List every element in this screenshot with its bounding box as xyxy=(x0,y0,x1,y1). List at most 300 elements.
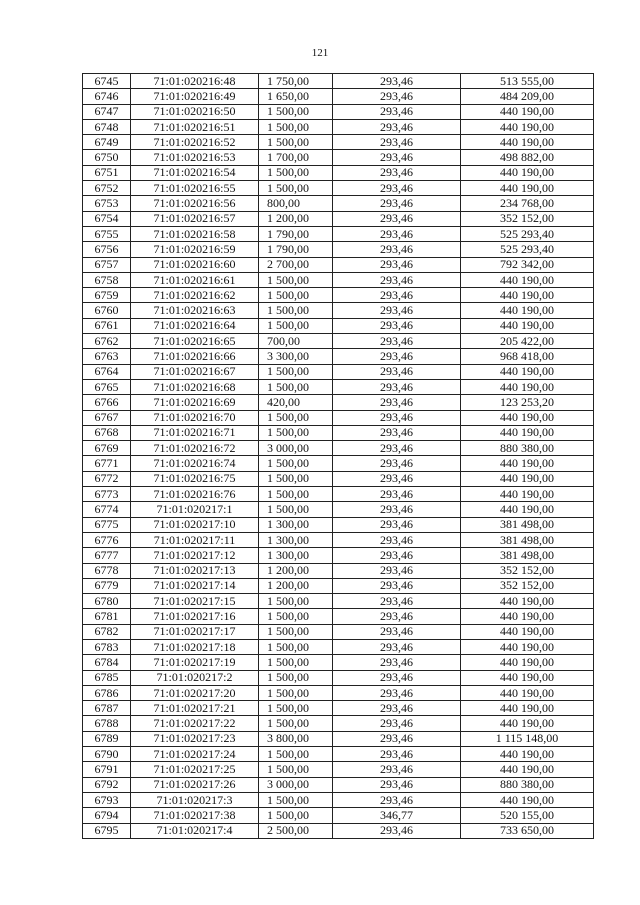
cell-cadastral-number: 71:01:020216:69 xyxy=(131,395,259,410)
cell-row-number: 6790 xyxy=(83,747,131,762)
cell-cadastral-value: 352 152,00 xyxy=(461,563,594,578)
cell-cadastral-number: 71:01:020216:75 xyxy=(131,471,259,486)
cell-row-number: 6781 xyxy=(83,609,131,624)
cell-specific-value: 293,46 xyxy=(333,747,461,762)
cell-row-number: 6769 xyxy=(83,441,131,456)
cell-row-number: 6780 xyxy=(83,594,131,609)
cell-cadastral-value: 440 190,00 xyxy=(461,119,594,134)
cell-cadastral-value: 440 190,00 xyxy=(461,471,594,486)
cell-area: 1 500,00 xyxy=(259,318,333,333)
cell-area: 1 500,00 xyxy=(259,747,333,762)
cell-cadastral-number: 71:01:020216:50 xyxy=(131,104,259,119)
cell-cadastral-number: 71:01:020217:14 xyxy=(131,578,259,593)
cell-row-number: 6772 xyxy=(83,471,131,486)
cell-cadastral-value: 968 418,00 xyxy=(461,349,594,364)
cell-cadastral-value: 440 190,00 xyxy=(461,655,594,670)
cell-row-number: 6751 xyxy=(83,165,131,180)
cell-cadastral-number: 71:01:020217:25 xyxy=(131,762,259,777)
table-row xyxy=(83,242,594,257)
cell-cadastral-value: 440 190,00 xyxy=(461,609,594,624)
cell-cadastral-value: 792 342,00 xyxy=(461,257,594,272)
cell-row-number: 6756 xyxy=(83,242,131,257)
cell-specific-value: 293,46 xyxy=(333,563,461,578)
table-row xyxy=(83,334,594,349)
cell-specific-value: 293,46 xyxy=(333,685,461,700)
cell-specific-value: 293,46 xyxy=(333,318,461,333)
cell-cadastral-value: 880 380,00 xyxy=(461,777,594,792)
table-row xyxy=(83,716,594,731)
cell-cadastral-value: 440 190,00 xyxy=(461,104,594,119)
cell-specific-value: 293,46 xyxy=(333,639,461,654)
cell-area: 1 500,00 xyxy=(259,762,333,777)
table-row xyxy=(83,471,594,486)
cell-cadastral-value: 520 155,00 xyxy=(461,808,594,823)
table-row xyxy=(83,196,594,211)
cell-area: 1 200,00 xyxy=(259,578,333,593)
cell-area: 1 500,00 xyxy=(259,487,333,502)
cell-cadastral-value: 440 190,00 xyxy=(461,425,594,440)
cell-specific-value: 293,46 xyxy=(333,181,461,196)
cell-cadastral-number: 71:01:020217:24 xyxy=(131,747,259,762)
cell-specific-value: 293,46 xyxy=(333,395,461,410)
cell-row-number: 6774 xyxy=(83,502,131,517)
cell-specific-value: 293,46 xyxy=(333,609,461,624)
cell-specific-value: 293,46 xyxy=(333,425,461,440)
cell-cadastral-number: 71:01:020217:19 xyxy=(131,655,259,670)
cell-row-number: 6761 xyxy=(83,318,131,333)
cell-cadastral-value: 440 190,00 xyxy=(461,624,594,639)
table-row xyxy=(83,655,594,670)
cell-cadastral-number: 71:01:020217:17 xyxy=(131,624,259,639)
table-row xyxy=(83,670,594,685)
cell-cadastral-value: 123 253,20 xyxy=(461,395,594,410)
cell-row-number: 6746 xyxy=(83,89,131,104)
table-row xyxy=(83,89,594,104)
table-row xyxy=(83,639,594,654)
cell-cadastral-number: 71:01:020216:66 xyxy=(131,349,259,364)
cell-cadastral-number: 71:01:020217:2 xyxy=(131,670,259,685)
cell-cadastral-value: 381 498,00 xyxy=(461,532,594,547)
table-row xyxy=(83,731,594,746)
cell-cadastral-number: 71:01:020216:60 xyxy=(131,257,259,272)
table-row xyxy=(83,487,594,502)
cell-row-number: 6747 xyxy=(83,104,131,119)
cell-cadastral-value: 440 190,00 xyxy=(461,502,594,517)
cell-row-number: 6779 xyxy=(83,578,131,593)
cell-specific-value: 293,46 xyxy=(333,502,461,517)
cell-area: 1 500,00 xyxy=(259,135,333,150)
cell-row-number: 6757 xyxy=(83,257,131,272)
cell-specific-value: 293,46 xyxy=(333,777,461,792)
cell-area: 1 500,00 xyxy=(259,119,333,134)
cell-area: 700,00 xyxy=(259,334,333,349)
cell-cadastral-value: 440 190,00 xyxy=(461,487,594,502)
cell-area: 800,00 xyxy=(259,196,333,211)
cell-cadastral-number: 71:01:020216:74 xyxy=(131,456,259,471)
cell-area: 1 500,00 xyxy=(259,624,333,639)
cell-row-number: 6762 xyxy=(83,334,131,349)
cell-area: 1 500,00 xyxy=(259,471,333,486)
cell-cadastral-number: 71:01:020217:21 xyxy=(131,701,259,716)
cell-row-number: 6783 xyxy=(83,639,131,654)
table-row xyxy=(83,701,594,716)
table-row xyxy=(83,808,594,823)
cell-specific-value: 293,46 xyxy=(333,517,461,532)
table-row xyxy=(83,777,594,792)
table-row xyxy=(83,303,594,318)
cell-specific-value: 293,46 xyxy=(333,89,461,104)
cell-row-number: 6786 xyxy=(83,685,131,700)
cell-specific-value: 293,46 xyxy=(333,441,461,456)
cell-cadastral-value: 440 190,00 xyxy=(461,135,594,150)
cell-area: 1 500,00 xyxy=(259,104,333,119)
cell-cadastral-value: 440 190,00 xyxy=(461,716,594,731)
cell-cadastral-value: 381 498,00 xyxy=(461,517,594,532)
cell-row-number: 6755 xyxy=(83,226,131,241)
cell-cadastral-number: 71:01:020216:52 xyxy=(131,135,259,150)
cell-area: 1 500,00 xyxy=(259,165,333,180)
cell-row-number: 6777 xyxy=(83,548,131,563)
cell-row-number: 6788 xyxy=(83,716,131,731)
cell-cadastral-value: 498 882,00 xyxy=(461,150,594,165)
cell-area: 2 500,00 xyxy=(259,823,333,838)
cell-cadastral-value: 205 422,00 xyxy=(461,334,594,349)
table-row xyxy=(83,318,594,333)
cell-cadastral-number: 71:01:020217:26 xyxy=(131,777,259,792)
cell-cadastral-value: 440 190,00 xyxy=(461,792,594,807)
cell-row-number: 6794 xyxy=(83,808,131,823)
cell-row-number: 6775 xyxy=(83,517,131,532)
cell-cadastral-value: 440 190,00 xyxy=(461,410,594,425)
cell-cadastral-number: 71:01:020217:18 xyxy=(131,639,259,654)
cell-specific-value: 293,46 xyxy=(333,532,461,547)
cell-cadastral-number: 71:01:020217:15 xyxy=(131,594,259,609)
cell-area: 1 500,00 xyxy=(259,288,333,303)
table-row xyxy=(83,181,594,196)
table-row xyxy=(83,349,594,364)
cell-area: 2 700,00 xyxy=(259,257,333,272)
table-row xyxy=(83,502,594,517)
table-row xyxy=(83,74,594,89)
table-row xyxy=(83,288,594,303)
cell-area: 1 750,00 xyxy=(259,74,333,89)
cell-row-number: 6789 xyxy=(83,731,131,746)
cell-cadastral-number: 71:01:020216:48 xyxy=(131,74,259,89)
cell-area: 1 790,00 xyxy=(259,242,333,257)
cell-cadastral-value: 440 190,00 xyxy=(461,701,594,716)
cell-cadastral-number: 71:01:020217:11 xyxy=(131,532,259,547)
cell-area: 420,00 xyxy=(259,395,333,410)
cell-row-number: 6753 xyxy=(83,196,131,211)
cell-cadastral-number: 71:01:020217:13 xyxy=(131,563,259,578)
cell-cadastral-value: 440 190,00 xyxy=(461,379,594,394)
cell-row-number: 6792 xyxy=(83,777,131,792)
cell-area: 1 500,00 xyxy=(259,425,333,440)
cell-cadastral-number: 71:01:020216:51 xyxy=(131,119,259,134)
cell-row-number: 6760 xyxy=(83,303,131,318)
cell-row-number: 6759 xyxy=(83,288,131,303)
table-row xyxy=(83,364,594,379)
cell-cadastral-value: 513 555,00 xyxy=(461,74,594,89)
cell-cadastral-number: 71:01:020216:57 xyxy=(131,211,259,226)
cell-cadastral-number: 71:01:020217:16 xyxy=(131,609,259,624)
cell-cadastral-value: 440 190,00 xyxy=(461,594,594,609)
cell-cadastral-value: 440 190,00 xyxy=(461,364,594,379)
cell-cadastral-value: 440 190,00 xyxy=(461,318,594,333)
cell-area: 1 500,00 xyxy=(259,701,333,716)
cell-row-number: 6758 xyxy=(83,272,131,287)
table-row xyxy=(83,441,594,456)
cell-row-number: 6763 xyxy=(83,349,131,364)
cell-specific-value: 293,46 xyxy=(333,471,461,486)
cell-cadastral-value: 440 190,00 xyxy=(461,288,594,303)
cell-cadastral-value: 440 190,00 xyxy=(461,456,594,471)
cell-specific-value: 293,46 xyxy=(333,716,461,731)
cell-row-number: 6795 xyxy=(83,823,131,838)
page-number: 121 xyxy=(311,47,329,59)
cell-specific-value: 293,46 xyxy=(333,701,461,716)
cell-cadastral-number: 71:01:020216:56 xyxy=(131,196,259,211)
table-row xyxy=(83,104,594,119)
cell-area: 1 500,00 xyxy=(259,594,333,609)
cell-cadastral-value: 352 152,00 xyxy=(461,578,594,593)
table-row xyxy=(83,135,594,150)
cell-area: 1 500,00 xyxy=(259,639,333,654)
table-row xyxy=(83,532,594,547)
table-row xyxy=(83,379,594,394)
cell-row-number: 6773 xyxy=(83,487,131,502)
cell-area: 3 800,00 xyxy=(259,731,333,746)
cell-specific-value: 293,46 xyxy=(333,456,461,471)
table-row xyxy=(83,594,594,609)
cell-area: 1 650,00 xyxy=(259,89,333,104)
cell-cadastral-number: 71:01:020216:53 xyxy=(131,150,259,165)
cell-cadastral-value: 1 115 148,00 xyxy=(461,731,594,746)
cell-area: 1 500,00 xyxy=(259,410,333,425)
cell-row-number: 6782 xyxy=(83,624,131,639)
table-row xyxy=(83,272,594,287)
cell-area: 1 200,00 xyxy=(259,563,333,578)
cell-cadastral-number: 71:01:020216:64 xyxy=(131,318,259,333)
cell-row-number: 6767 xyxy=(83,410,131,425)
cell-row-number: 6771 xyxy=(83,456,131,471)
cell-area: 1 790,00 xyxy=(259,226,333,241)
table-row xyxy=(83,747,594,762)
cell-cadastral-value: 440 190,00 xyxy=(461,670,594,685)
cell-row-number: 6768 xyxy=(83,425,131,440)
cell-specific-value: 346,77 xyxy=(333,808,461,823)
cell-area: 3 300,00 xyxy=(259,349,333,364)
table-row xyxy=(83,609,594,624)
cell-cadastral-number: 71:01:020216:68 xyxy=(131,379,259,394)
cell-cadastral-value: 440 190,00 xyxy=(461,685,594,700)
cell-specific-value: 293,46 xyxy=(333,104,461,119)
cell-specific-value: 293,46 xyxy=(333,257,461,272)
table-row xyxy=(83,563,594,578)
cell-cadastral-number: 71:01:020217:12 xyxy=(131,548,259,563)
table-row xyxy=(83,685,594,700)
cell-specific-value: 293,46 xyxy=(333,410,461,425)
cell-area: 1 500,00 xyxy=(259,655,333,670)
cell-specific-value: 293,46 xyxy=(333,150,461,165)
cell-row-number: 6764 xyxy=(83,364,131,379)
table-row xyxy=(83,410,594,425)
cell-cadastral-number: 71:01:020216:55 xyxy=(131,181,259,196)
cell-row-number: 6748 xyxy=(83,119,131,134)
cell-cadastral-value: 440 190,00 xyxy=(461,303,594,318)
table-body xyxy=(83,74,594,839)
cell-cadastral-value: 440 190,00 xyxy=(461,762,594,777)
cell-cadastral-value: 440 190,00 xyxy=(461,181,594,196)
cell-area: 3 000,00 xyxy=(259,441,333,456)
cell-cadastral-number: 71:01:020216:62 xyxy=(131,288,259,303)
cell-specific-value: 293,46 xyxy=(333,670,461,685)
table-row xyxy=(83,211,594,226)
cell-cadastral-number: 71:01:020216:65 xyxy=(131,334,259,349)
cell-area: 1 500,00 xyxy=(259,792,333,807)
cell-specific-value: 293,46 xyxy=(333,272,461,287)
cell-specific-value: 293,46 xyxy=(333,226,461,241)
cell-specific-value: 293,46 xyxy=(333,303,461,318)
cell-specific-value: 293,46 xyxy=(333,135,461,150)
cell-specific-value: 293,46 xyxy=(333,165,461,180)
cell-specific-value: 293,46 xyxy=(333,211,461,226)
cell-cadastral-number: 71:01:020216:54 xyxy=(131,165,259,180)
cell-cadastral-number: 71:01:020216:67 xyxy=(131,364,259,379)
cell-row-number: 6765 xyxy=(83,379,131,394)
cell-area: 3 000,00 xyxy=(259,777,333,792)
cell-cadastral-value: 234 768,00 xyxy=(461,196,594,211)
cell-specific-value: 293,46 xyxy=(333,242,461,257)
table-row xyxy=(83,578,594,593)
cell-cadastral-number: 71:01:020216:61 xyxy=(131,272,259,287)
table-row xyxy=(83,165,594,180)
cell-area: 1 500,00 xyxy=(259,303,333,318)
cell-specific-value: 293,46 xyxy=(333,364,461,379)
cell-cadastral-number: 71:01:020217:1 xyxy=(131,502,259,517)
cell-cadastral-value: 880 380,00 xyxy=(461,441,594,456)
cell-cadastral-value: 352 152,00 xyxy=(461,211,594,226)
cell-specific-value: 293,46 xyxy=(333,823,461,838)
cell-cadastral-number: 71:01:020216:59 xyxy=(131,242,259,257)
cell-row-number: 6778 xyxy=(83,563,131,578)
cell-cadastral-number: 71:01:020216:71 xyxy=(131,425,259,440)
cell-cadastral-number: 71:01:020217:3 xyxy=(131,792,259,807)
cell-cadastral-value: 381 498,00 xyxy=(461,548,594,563)
cell-specific-value: 293,46 xyxy=(333,762,461,777)
cell-cadastral-number: 71:01:020216:49 xyxy=(131,89,259,104)
table-row xyxy=(83,456,594,471)
cell-area: 1 500,00 xyxy=(259,670,333,685)
cadastral-value-table xyxy=(82,73,594,839)
cell-row-number: 6785 xyxy=(83,670,131,685)
cell-specific-value: 293,46 xyxy=(333,655,461,670)
table-row xyxy=(83,257,594,272)
cell-area: 1 500,00 xyxy=(259,379,333,394)
cell-row-number: 6752 xyxy=(83,181,131,196)
cell-area: 1 500,00 xyxy=(259,609,333,624)
cell-area: 1 300,00 xyxy=(259,517,333,532)
table-row xyxy=(83,517,594,532)
table-row xyxy=(83,624,594,639)
cell-area: 1 300,00 xyxy=(259,532,333,547)
cell-cadastral-number: 71:01:020216:76 xyxy=(131,487,259,502)
cell-cadastral-number: 71:01:020217:23 xyxy=(131,731,259,746)
table-row xyxy=(83,823,594,838)
cell-specific-value: 293,46 xyxy=(333,288,461,303)
cell-cadastral-value: 733 650,00 xyxy=(461,823,594,838)
table-row xyxy=(83,150,594,165)
cell-specific-value: 293,46 xyxy=(333,119,461,134)
cell-cadastral-value: 440 190,00 xyxy=(461,272,594,287)
cell-specific-value: 293,46 xyxy=(333,731,461,746)
cell-area: 1 500,00 xyxy=(259,716,333,731)
cell-row-number: 6754 xyxy=(83,211,131,226)
cell-cadastral-number: 71:01:020217:10 xyxy=(131,517,259,532)
table-row xyxy=(83,762,594,777)
cell-area: 1 500,00 xyxy=(259,181,333,196)
cell-cadastral-value: 525 293,40 xyxy=(461,242,594,257)
cell-specific-value: 293,46 xyxy=(333,74,461,89)
cell-row-number: 6791 xyxy=(83,762,131,777)
cell-specific-value: 293,46 xyxy=(333,379,461,394)
cell-cadastral-number: 71:01:020217:20 xyxy=(131,685,259,700)
cell-cadastral-number: 71:01:020217:22 xyxy=(131,716,259,731)
cell-area: 1 500,00 xyxy=(259,502,333,517)
cell-cadastral-number: 71:01:020217:4 xyxy=(131,823,259,838)
cell-cadastral-value: 440 190,00 xyxy=(461,747,594,762)
cell-specific-value: 293,46 xyxy=(333,334,461,349)
cell-row-number: 6787 xyxy=(83,701,131,716)
cell-cadastral-value: 440 190,00 xyxy=(461,639,594,654)
cell-specific-value: 293,46 xyxy=(333,594,461,609)
table-row xyxy=(83,425,594,440)
cell-area: 1 500,00 xyxy=(259,456,333,471)
cell-cadastral-number: 71:01:020216:72 xyxy=(131,441,259,456)
cell-specific-value: 293,46 xyxy=(333,792,461,807)
cell-row-number: 6784 xyxy=(83,655,131,670)
cell-area: 1 200,00 xyxy=(259,211,333,226)
cell-specific-value: 293,46 xyxy=(333,578,461,593)
cell-specific-value: 293,46 xyxy=(333,349,461,364)
cell-cadastral-number: 71:01:020216:63 xyxy=(131,303,259,318)
cell-area: 1 500,00 xyxy=(259,364,333,379)
cell-cadastral-number: 71:01:020216:58 xyxy=(131,226,259,241)
cell-row-number: 6749 xyxy=(83,135,131,150)
cell-specific-value: 293,46 xyxy=(333,196,461,211)
table-row xyxy=(83,548,594,563)
cell-row-number: 6745 xyxy=(83,74,131,89)
cell-row-number: 6750 xyxy=(83,150,131,165)
cell-area: 1 500,00 xyxy=(259,272,333,287)
cell-cadastral-value: 484 209,00 xyxy=(461,89,594,104)
cell-area: 1 300,00 xyxy=(259,548,333,563)
cell-cadastral-number: 71:01:020217:38 xyxy=(131,808,259,823)
cell-cadastral-value: 525 293,40 xyxy=(461,226,594,241)
cell-area: 1 700,00 xyxy=(259,150,333,165)
table-row xyxy=(83,119,594,134)
cell-row-number: 6766 xyxy=(83,395,131,410)
cell-row-number: 6776 xyxy=(83,532,131,547)
cell-specific-value: 293,46 xyxy=(333,487,461,502)
table-row xyxy=(83,395,594,410)
cell-area: 1 500,00 xyxy=(259,685,333,700)
cell-cadastral-value: 440 190,00 xyxy=(461,165,594,180)
table-row xyxy=(83,226,594,241)
cell-specific-value: 293,46 xyxy=(333,548,461,563)
cell-cadastral-number: 71:01:020216:70 xyxy=(131,410,259,425)
cell-row-number: 6793 xyxy=(83,792,131,807)
